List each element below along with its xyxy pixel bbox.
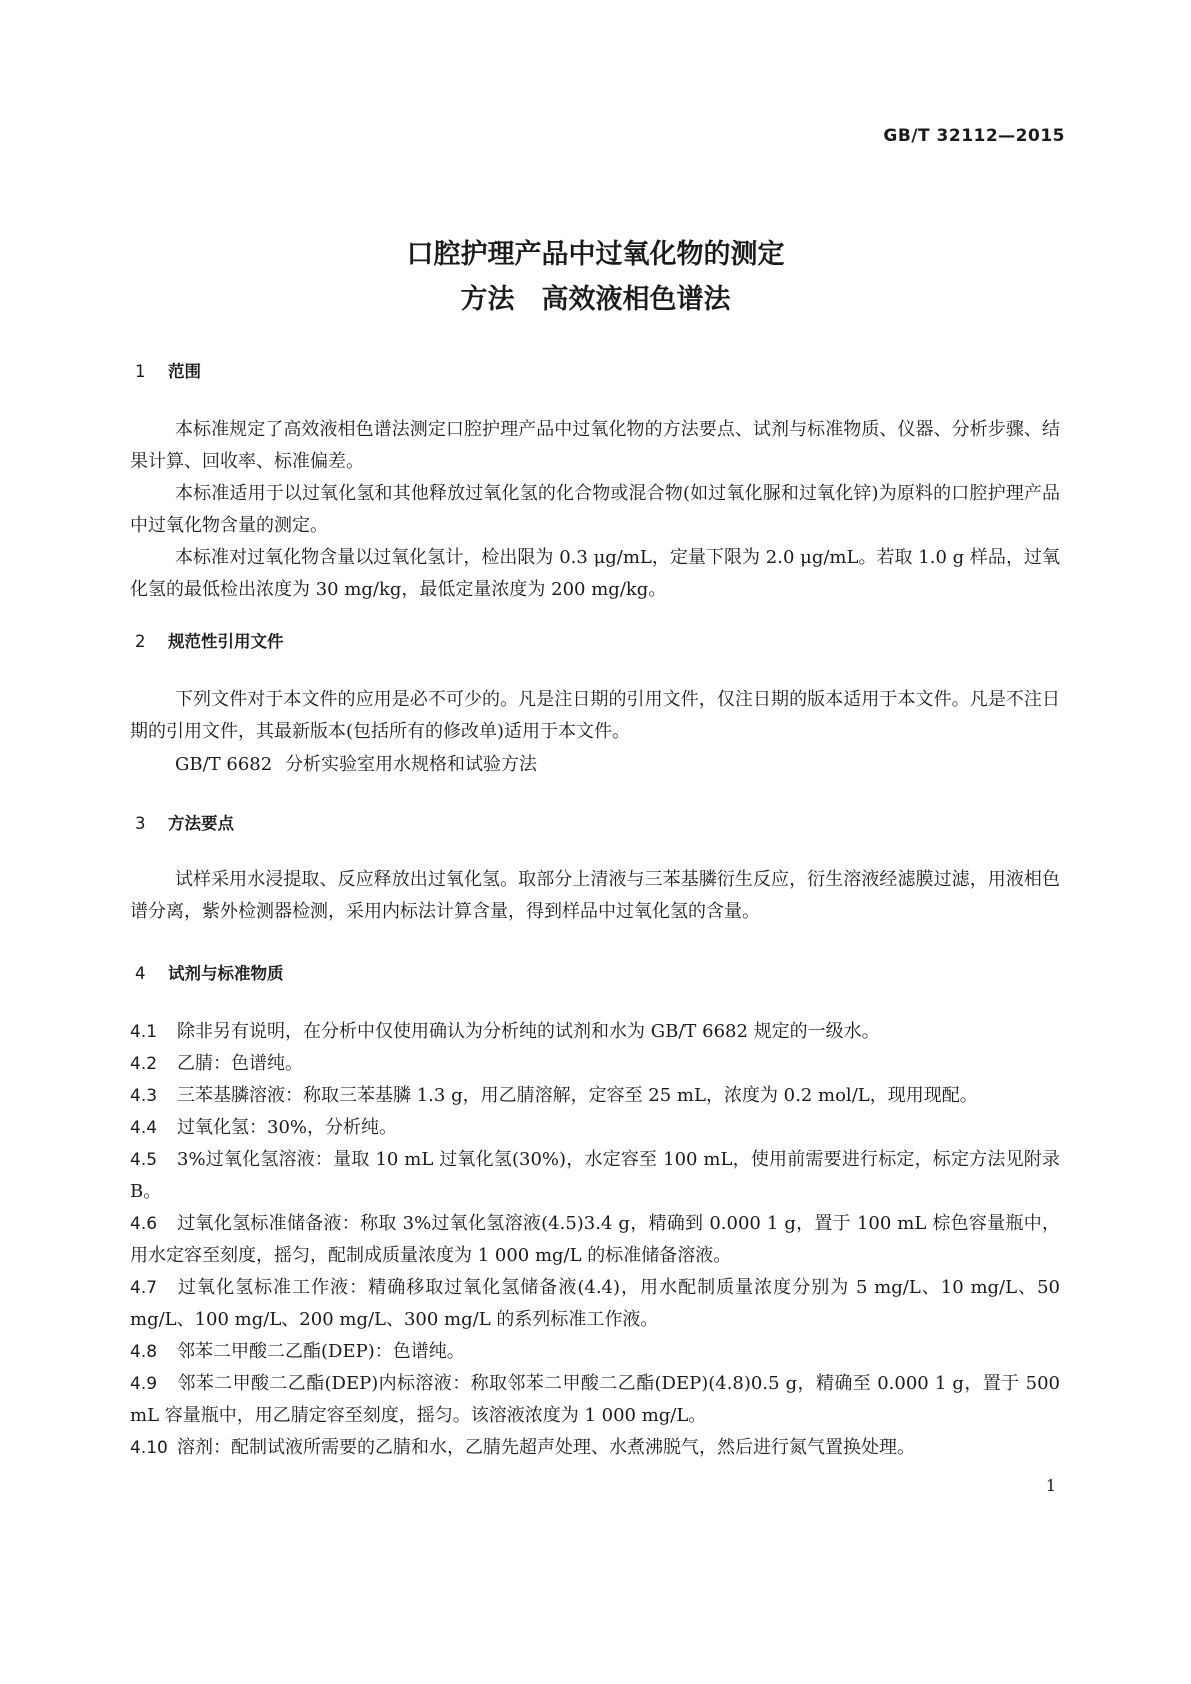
- title-line-1: 口腔护理产品中过氧化物的测定: [406, 239, 785, 270]
- list-item: [130, 1016, 1060, 1048]
- list-item: [130, 1432, 1060, 1464]
- list-item: [130, 1144, 1060, 1208]
- item-text: 除非另有说明，在分析中仅使用确认为分析纯的试剂和水为 GB/T 6682 规定的一级水。: [177, 1021, 880, 1042]
- s1-paragraph-1: 本标准规定了高效液相色谱法测定口腔护理产品中过氧化物的方法要点、试剂与标准物质、仪器、分析步骤、结果计算、回收率、标准偏差。: [130, 419, 1060, 472]
- section-title: 方法要点: [168, 814, 234, 833]
- item-text: 过氧化氢：30%，分析纯。: [177, 1117, 398, 1138]
- section-4-heading: [135, 960, 284, 984]
- item-number: 4.6: [130, 1214, 158, 1234]
- normative-reference: [175, 750, 537, 776]
- item-text: 乙腈：色谱纯。: [177, 1053, 303, 1074]
- s1-paragraph-2: 本标准适用于以过氧化氢和其他释放过氧化氢的化合物或混合物(如过氧化脲和过氧化锌)为原料的口腔护理产品中过氧化物含量的测定。: [130, 483, 1060, 536]
- section-title: 范围: [168, 362, 201, 381]
- list-item: [130, 1336, 1060, 1368]
- item-text: 邻苯二甲酸二乙酯(DEP)：色谱纯。: [177, 1341, 465, 1362]
- page-title: [0, 232, 1191, 322]
- s2-paragraph-1: 下列文件对于本文件的应用是必不可少的。凡是注日期的引用文件，仅注日期的版本适用于本文件。凡是不注日期的引用文件，其最新版本(包括所有的修改单)适用于本文件。: [130, 689, 1060, 742]
- item-number: 4.7: [130, 1278, 158, 1298]
- section-number: 3: [135, 814, 146, 833]
- title-line-2: 方法 高效液相色谱法: [460, 284, 731, 315]
- list-item: [130, 1208, 1060, 1272]
- section-title: 规范性引用文件: [168, 632, 284, 651]
- item-number: 4.8: [130, 1342, 158, 1362]
- section-number: 2: [135, 632, 146, 651]
- item-text: 三苯基膦溶液：称取三苯基膦 1.3 g，用乙腈溶解，定容至 25 mL，浓度为 0.2 mol/L，现用现配。: [177, 1085, 978, 1106]
- item-number: 4.9: [130, 1374, 158, 1394]
- list-item: [130, 1368, 1060, 1432]
- section-1-heading: [135, 358, 201, 382]
- item-number: 4.2: [130, 1054, 158, 1074]
- standard-number: GB/T 32112—2015: [883, 126, 1065, 146]
- reference-title: 分析实验室用水规格和试验方法: [285, 754, 537, 775]
- section-2-heading: [135, 628, 284, 652]
- item-text: 过氧化氢标准工作液：精确移取过氧化氢储备液(4.4)，用水配制质量浓度分别为 5 mg/L、10 mg/L、50 mg/L、100 mg/L、200 mg/L、300 mg/L 的系列标准工作液。: [130, 1277, 1060, 1330]
- item-text: 邻苯二甲酸二乙酯(DEP)内标溶液：称取邻苯二甲酸二乙酯(DEP)(4.8)0.5 g，精确至 0.000 1 g，置于 500 mL 容量瓶中，用乙腈定容至刻度，摇匀。该溶液浓度为 1 000 mg/L。: [130, 1373, 1060, 1426]
- item-number: 4.1: [130, 1022, 158, 1042]
- s1-paragraph-3: 本标准对过氧化物含量以过氧化氢计，检出限为 0.3 μg/mL，定量下限为 2.0 μg/mL。若取 1.0 g 样品，过氧化氢的最低检出浓度为 30 mg/kg，最低定量浓度为 200 mg/kg。: [130, 547, 1060, 600]
- item-number: 4.4: [130, 1118, 158, 1138]
- section-number: 1: [135, 362, 146, 381]
- reference-code: GB/T 6682: [175, 754, 273, 775]
- list-item: [130, 1272, 1060, 1336]
- section-title: 试剂与标准物质: [168, 964, 284, 983]
- s3-paragraph-1: 试样采用水浸提取、反应释放出过氧化氢。取部分上清液与三苯基膦衍生反应，衍生溶液经滤膜过滤，用液相色谱分离，紫外检测器检测，采用内标法计算含量，得到样品中过氧化氢的含量。: [130, 869, 1060, 922]
- section-3-heading: [135, 810, 234, 834]
- item-number: 4.5: [130, 1150, 158, 1170]
- item-text: 3%过氧化氢溶液：量取 10 mL 过氧化氢(30%)，水定容至 100 mL，使用前需要进行标定，标定方法见附录 B。: [130, 1149, 1060, 1202]
- list-item: [130, 1048, 1060, 1080]
- list-item: [130, 1112, 1060, 1144]
- page-number: 1: [1045, 1476, 1056, 1495]
- section-number: 4: [135, 964, 146, 983]
- item-text: 过氧化氢标准储备液：称取 3%过氧化氢溶液(4.5)3.4 g，精确到 0.000 1 g，置于 100 mL 棕色容量瓶中，用水定容至刻度，摇匀，配制成质量浓度为 1 000 mg/L 的标准储备溶液。: [130, 1213, 1060, 1266]
- list-item: [130, 1080, 1060, 1112]
- item-number: 4.10: [130, 1438, 168, 1458]
- item-text: 溶剂：配制试液所需要的乙腈和水，乙腈先超声处理、水煮沸脱气，然后进行氮气置换处理。: [177, 1437, 915, 1458]
- item-number: 4.3: [130, 1086, 158, 1106]
